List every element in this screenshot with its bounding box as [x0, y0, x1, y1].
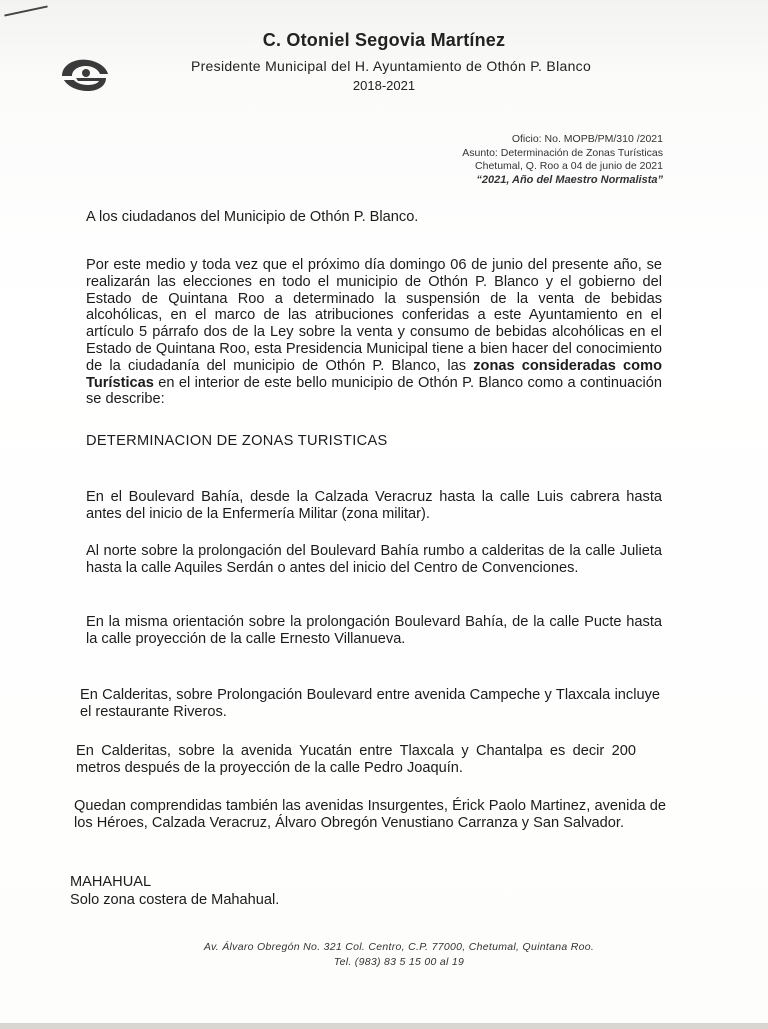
zone-paragraph: Al norte sobre la prolongación del Boulevard Bahía rumbo a calderitas de la calle Julieta hasta la calle Aquiles Serdán o antes del inicio del Centro de Convenciones. [86, 543, 662, 576]
main-text-after: en el interior de este bello municipio de Othón P. Blanco como a continuación se describe: [86, 374, 662, 408]
zone-paragraph: En Calderitas, sobre la avenida Yucatán entre Tlaxcala y Chantalpa es decir 200 metros después de la proyección de la calle Pedro Joaquín. [76, 743, 636, 776]
zone-paragraph: Quedan comprendidas también las avenidas Insurgentes, Érick Paolo Martinez, avenida de los Héroes, Calzada Veracruz, Álvaro Obregón Venustiano Carranza y San Salvador. [74, 798, 666, 831]
salutation: A los ciudadanos del Municipio de Othón P. Blanco. [86, 209, 419, 225]
letterhead-role: Presidente Municipal del H. Ayuntamiento de Othón P. Blanco [190, 58, 592, 74]
letterhead-period: 2018-2021 [352, 78, 416, 93]
footer-phone: Tel. (983) 83 5 15 00 al 19 [333, 956, 465, 968]
zone-paragraph: En la misma orientación sobre la prolongación Boulevard Bahía, de la calle Pucte hasta la calle proyección de la calle Ernesto Villanueva. [86, 614, 662, 647]
page-bottom-edge [0, 1023, 768, 1029]
main-text-before: Por este medio y toda vez que el próximo día domingo 06 de junio del presente año, se realizarán las elecciones en todo el municipio de Othón P. Blanco y el gobierno del Estado de Quintana Roo a determinado la suspensión de la venta de bebidas alcohólicas, en el marco de las atribuciones conferidas a este Ayuntamiento en el artículo 5 párrafo dos de la Ley sobre la venta y consumo de bebidas alcohólicas en el Estado de Quintana Roo, esta Presidencia Municipal tiene a bien hacer del conocimiento de la ciudadanía del municipio de Othón P. Blanco, las [86, 257, 662, 374]
oficio-block [363, 133, 663, 187]
main-text-bold: zonas consideradas como Turísticas [86, 357, 662, 391]
zone-paragraph: En Calderitas, sobre Prolongación Boulevard entre avenida Campeche y Tlaxcala incluye el restaurante Riveros. [80, 687, 660, 720]
footer-address: Av. Álvaro Obregón No. 321 Col. Centro, C.P. 77000, Chetumal, Quintana Roo. [203, 941, 595, 953]
pen-mark [4, 5, 47, 16]
oficio-motto: “2021, Año del Maestro Normalista” [476, 173, 663, 186]
mahahual-text: Solo zona costera de Mahahual. [70, 892, 280, 908]
main-paragraph [86, 257, 662, 408]
letterhead-name: C. Otoniel Segovia Martínez [262, 30, 506, 50]
municipal-logo-icon [56, 56, 112, 92]
zone-paragraph: En el Boulevard Bahía, desde la Calzada Veracruz hasta la calle Luis cabrera hasta antes del inicio de la Enfermería Militar (zona militar). [86, 489, 662, 522]
section-title: DETERMINACION DE ZONAS TURISTICAS [86, 433, 388, 449]
mahahual-block [70, 873, 279, 909]
mahahual-title: MAHAHUAL [70, 874, 152, 890]
oficio-number: Oficio: No. MOPB/PM/310 /2021 [511, 133, 663, 145]
oficio-place-date: Chetumal, Q. Roo a 04 de junio de 2021 [475, 160, 663, 172]
oficio-subject: Asunto: Determinación de Zonas Turísticas [462, 146, 663, 159]
